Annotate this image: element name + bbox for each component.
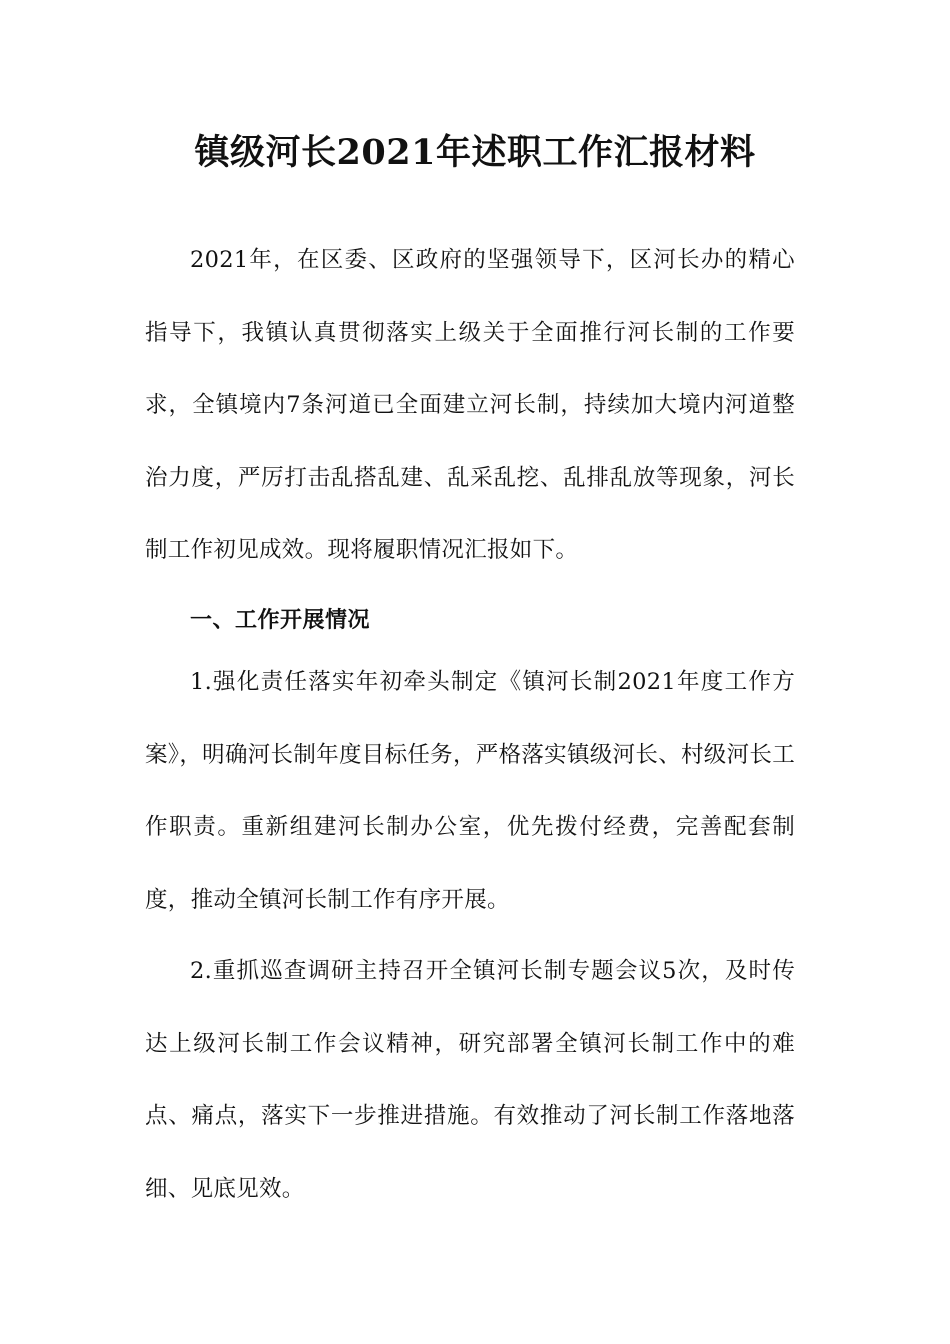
item-2-paragraph: 2.重抓巡查调研主持召开全镇河长制专题会议5次，及时传达上级河长制工作会议精神，研究部署全镇河长制工作中的难点、痛点，落实下一步推进措施。有效推动了河长制工作落地落细、见底见效。: [145, 958, 795, 1202]
item-1-paragraph: 1.强化责任落实年初牵头制定《镇河长制2021年度工作方案》，明确河长制年度目标任务，严格落实镇级河长、村级河长工作职责。重新组建河长制办公室，优先拨付经费，完善配套制度，推动全镇河长制工作有序开展。: [145, 669, 795, 913]
document-title: 镇级河长2021年述职工作汇报材料: [194, 132, 756, 173]
intro-paragraph: 2021年，在区委、区政府的坚强领导下，区河长办的精心指导下，我镇认真贯彻落实上级关于全面推行河长制的工作要求，全镇境内7条河道已全面建立河长制，持续加大境内河道整治力度，严厉打击乱搭乱建、乱采乱挖、乱排乱放等现象，河长制工作初见成效。现将履职情况汇报如下。: [145, 247, 795, 563]
section-heading: 一、工作开展情况: [190, 607, 371, 633]
